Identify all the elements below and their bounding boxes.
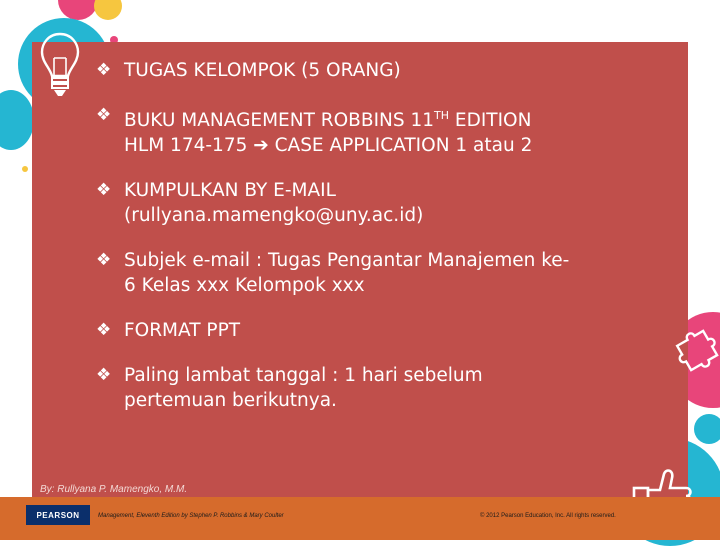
bullet-spacer	[62, 83, 622, 103]
decor-circle-yellow-small	[22, 166, 28, 172]
bullet-spacer	[62, 343, 622, 363]
bullet-text: BUKU MANAGEMENT ROBBINS 11TH EDITION	[124, 109, 532, 132]
bullet-text: HLM 174-175 ➔ CASE APPLICATION 1 atau 2	[124, 135, 533, 157]
bullet-spacer	[62, 158, 622, 178]
bullet-text: (rullyana.mamengko@uny.ac.id)	[124, 205, 424, 227]
bullet-text: TUGAS KELOMPOK (5 ORANG)	[124, 60, 401, 81]
bullet-text: pertemuan berikutnya.	[124, 390, 337, 412]
footer-copyright: © 2012 Pearson Education, Inc. All rights reserved.	[480, 513, 616, 519]
bullet-text: Subjek e-mail : Tugas Pengantar Manajemen ke-	[124, 250, 570, 272]
decor-circle-pink-top	[58, 0, 98, 20]
bullet-marker: ❖	[96, 60, 112, 80]
bullet-item	[62, 318, 622, 343]
superscript-th: TH	[434, 109, 450, 122]
bullet-marker: ❖	[96, 105, 112, 125]
bullet-spacer	[62, 228, 622, 248]
bullet-list	[62, 58, 622, 413]
bullet-text: FORMAT PPT	[124, 320, 241, 342]
bullet-text: 6 Kelas xxx Kelompok xxx	[124, 275, 365, 297]
bullet-spacer	[62, 298, 622, 318]
bullet-marker: ❖	[96, 320, 112, 341]
bullet-item	[62, 103, 622, 158]
puzzle-icon	[668, 312, 720, 402]
bullet-item	[62, 58, 622, 83]
decor-circle-yellow-top	[94, 0, 122, 20]
author-credit: By: Rullyana P. Mamengko, M.M.	[40, 484, 188, 495]
bullet-text: KUMPULKAN BY E-MAIL	[124, 180, 336, 202]
pearson-logo: PEARSON	[26, 505, 90, 525]
bullet-text: Paling lambat tanggal : 1 hari sebelum	[124, 365, 483, 387]
decor-circle-teal-left	[0, 90, 34, 150]
bullet-marker: ❖	[96, 365, 112, 386]
bullet-item	[62, 178, 622, 228]
bullet-marker: ❖	[96, 180, 112, 201]
bullet-marker: ❖	[96, 250, 112, 271]
bullet-item	[62, 363, 622, 413]
footer-credit: Management, Eleventh Edition by Stephen P. Robbins & Mary Coulter	[98, 513, 284, 519]
bullet-item	[62, 248, 622, 298]
